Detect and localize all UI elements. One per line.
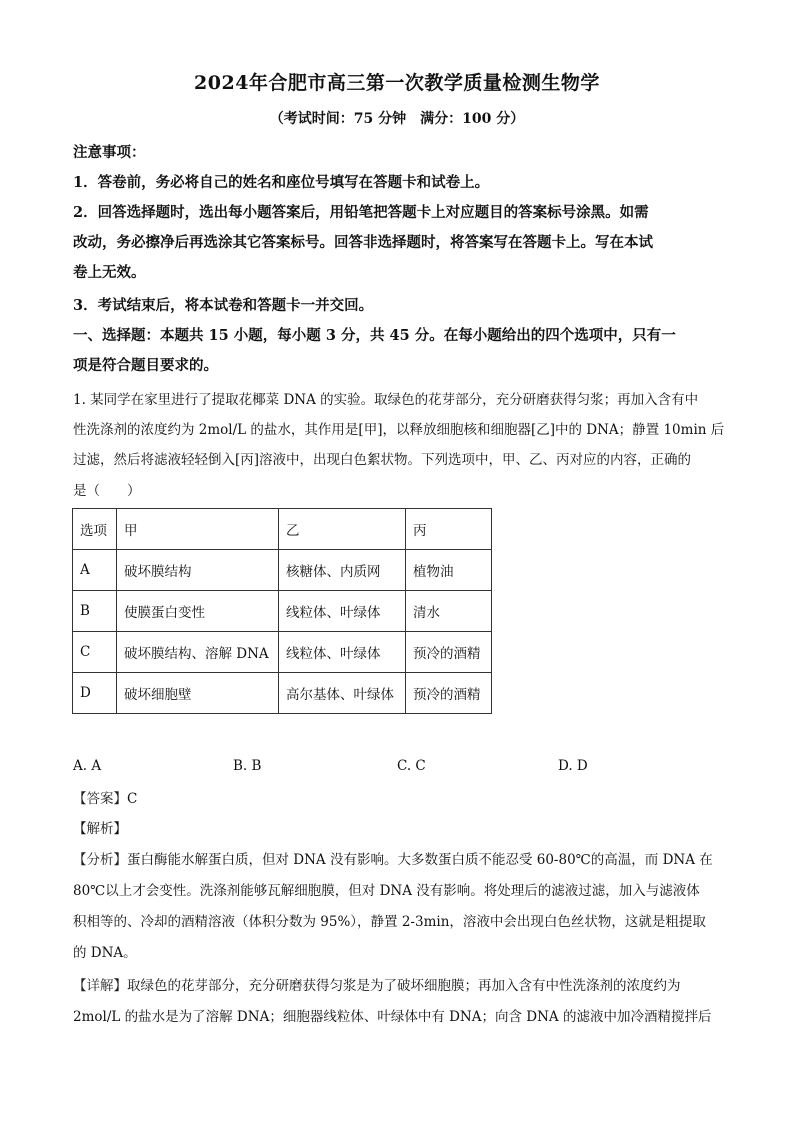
fenxi-text: 的 DNA。 [73,945,137,961]
page-title: 2024年合肥市高三第一次教学质量检测生物学 [194,72,600,94]
question-text: 是（ ） [73,483,141,499]
choice-a: A. A [73,758,102,774]
options-table [72,508,492,714]
answer-label: 【答案】 [73,791,127,807]
notice-item: 2．回答选择题时，选出每小题答案后，用铅笔把答题卡上对应题目的答案标号涂黑。如需 [73,204,649,221]
notice-item: 3．考试结束后，将本试卷和答题卡一并交回。 [73,297,374,314]
table-header-cell: 选项 [73,509,117,550]
answer-value: C [127,791,138,807]
section-heading: 一、选择题：本题共 15 小题，每小题 3 分，共 45 分。在每小题给出的四个选项中，只有一 [73,327,676,344]
table-cell: 线粒体、叶绿体 [279,591,406,632]
exam-info: （考试时间：75 分钟 满分：100 分） [269,111,525,127]
table-row [73,673,492,714]
notice-item: 改动，务必擦净后再选涂其它答案标号。回答非选择题时，将答案写在答题卡上。写在本试 [73,234,653,251]
table-cell: 核糖体、内质网 [279,550,406,591]
table-row [73,591,492,632]
table-cell: 植物油 [406,550,492,591]
xiangjie-text: 2mol/L 的盐水是为了溶解 DNA；细胞器线粒体、叶绿体中有 DNA；向含 DNA 的滤液中加冷酒精搅拌后 [73,1009,712,1025]
answer-line [73,789,733,809]
table-cell: D [73,673,117,714]
table-cell: 预冷的酒精 [406,632,492,673]
table-header-row [73,509,492,550]
analysis-label: 【解析】 [73,821,127,837]
xiangjie-line [73,976,733,996]
choice-b: B. B [233,758,262,774]
table-header-cell: 甲 [117,509,279,550]
table-cell: 破坏细胞壁 [117,673,279,714]
fenxi-line [73,850,733,870]
table-cell: A [73,550,117,591]
table-cell: 破坏膜结构、溶解 DNA [117,632,279,673]
xiangjie-text: 取绿色的花芽部分，充分研磨获得匀浆是为了破坏细胞膜；再加入含有中性洗涤剂的浓度约为 [127,978,681,994]
table-cell: 使膜蛋白变性 [117,591,279,632]
section-heading: 项是符合题目要求的。 [73,357,218,374]
table-cell: 线粒体、叶绿体 [279,632,406,673]
choice-c: C. C [397,758,426,774]
fenxi-label: 【分析】 [73,852,127,868]
notice-item: 卷上无效。 [73,264,146,281]
table-header-cell: 乙 [279,509,406,550]
fenxi-text: 80℃以上才会变性。洗涤剂能够瓦解细胞膜，但对 DNA 没有影响。将处理后的滤液过滤，加入与滤液体 [73,883,700,899]
notice-heading: 注意事项： [73,144,146,161]
xiangjie-label: 【详解】 [73,978,127,994]
table-header-cell: 丙 [406,509,492,550]
table-cell: 高尔基体、叶绿体 [279,673,406,714]
table-cell: 破坏膜结构 [117,550,279,591]
table-row [73,632,492,673]
table-cell: 清水 [406,591,492,632]
question-text: 1. 某同学在家里进行了提取花椰菜 DNA 的实验。取绿色的花芽部分，充分研磨获得匀浆；再加入含有中 [73,392,699,408]
choice-d: D. D [558,758,588,774]
question-text: 过滤，然后将滤液轻轻倒入[丙]溶液中，出现白色絮状物。下列选项中，甲、乙、丙对应的内容，正确的 [73,452,692,468]
table-cell: 预冷的酒精 [406,673,492,714]
question-text: 性洗涤剂的浓度约为 2mol/L 的盐水，其作用是[甲]，以释放细胞核和细胞器[乙]中的 DNA；静置 10min 后 [73,422,725,438]
fenxi-text: 蛋白酶能水解蛋白质，但对 DNA 没有影响。大多数蛋白质不能忍受 60-80℃的高温，而 DNA 在 [127,852,713,868]
fenxi-text: 积相等的、冷却的酒精溶液（体积分数为 95%），静置 2-3min，溶液中会出现白色丝状物，这就是粗提取 [73,914,706,930]
table-cell: C [73,632,117,673]
notice-item: 1．答卷前，务必将自己的姓名和座位号填写在答题卡和试卷上。 [73,174,490,191]
table-row [73,550,492,591]
table-cell: B [73,591,117,632]
